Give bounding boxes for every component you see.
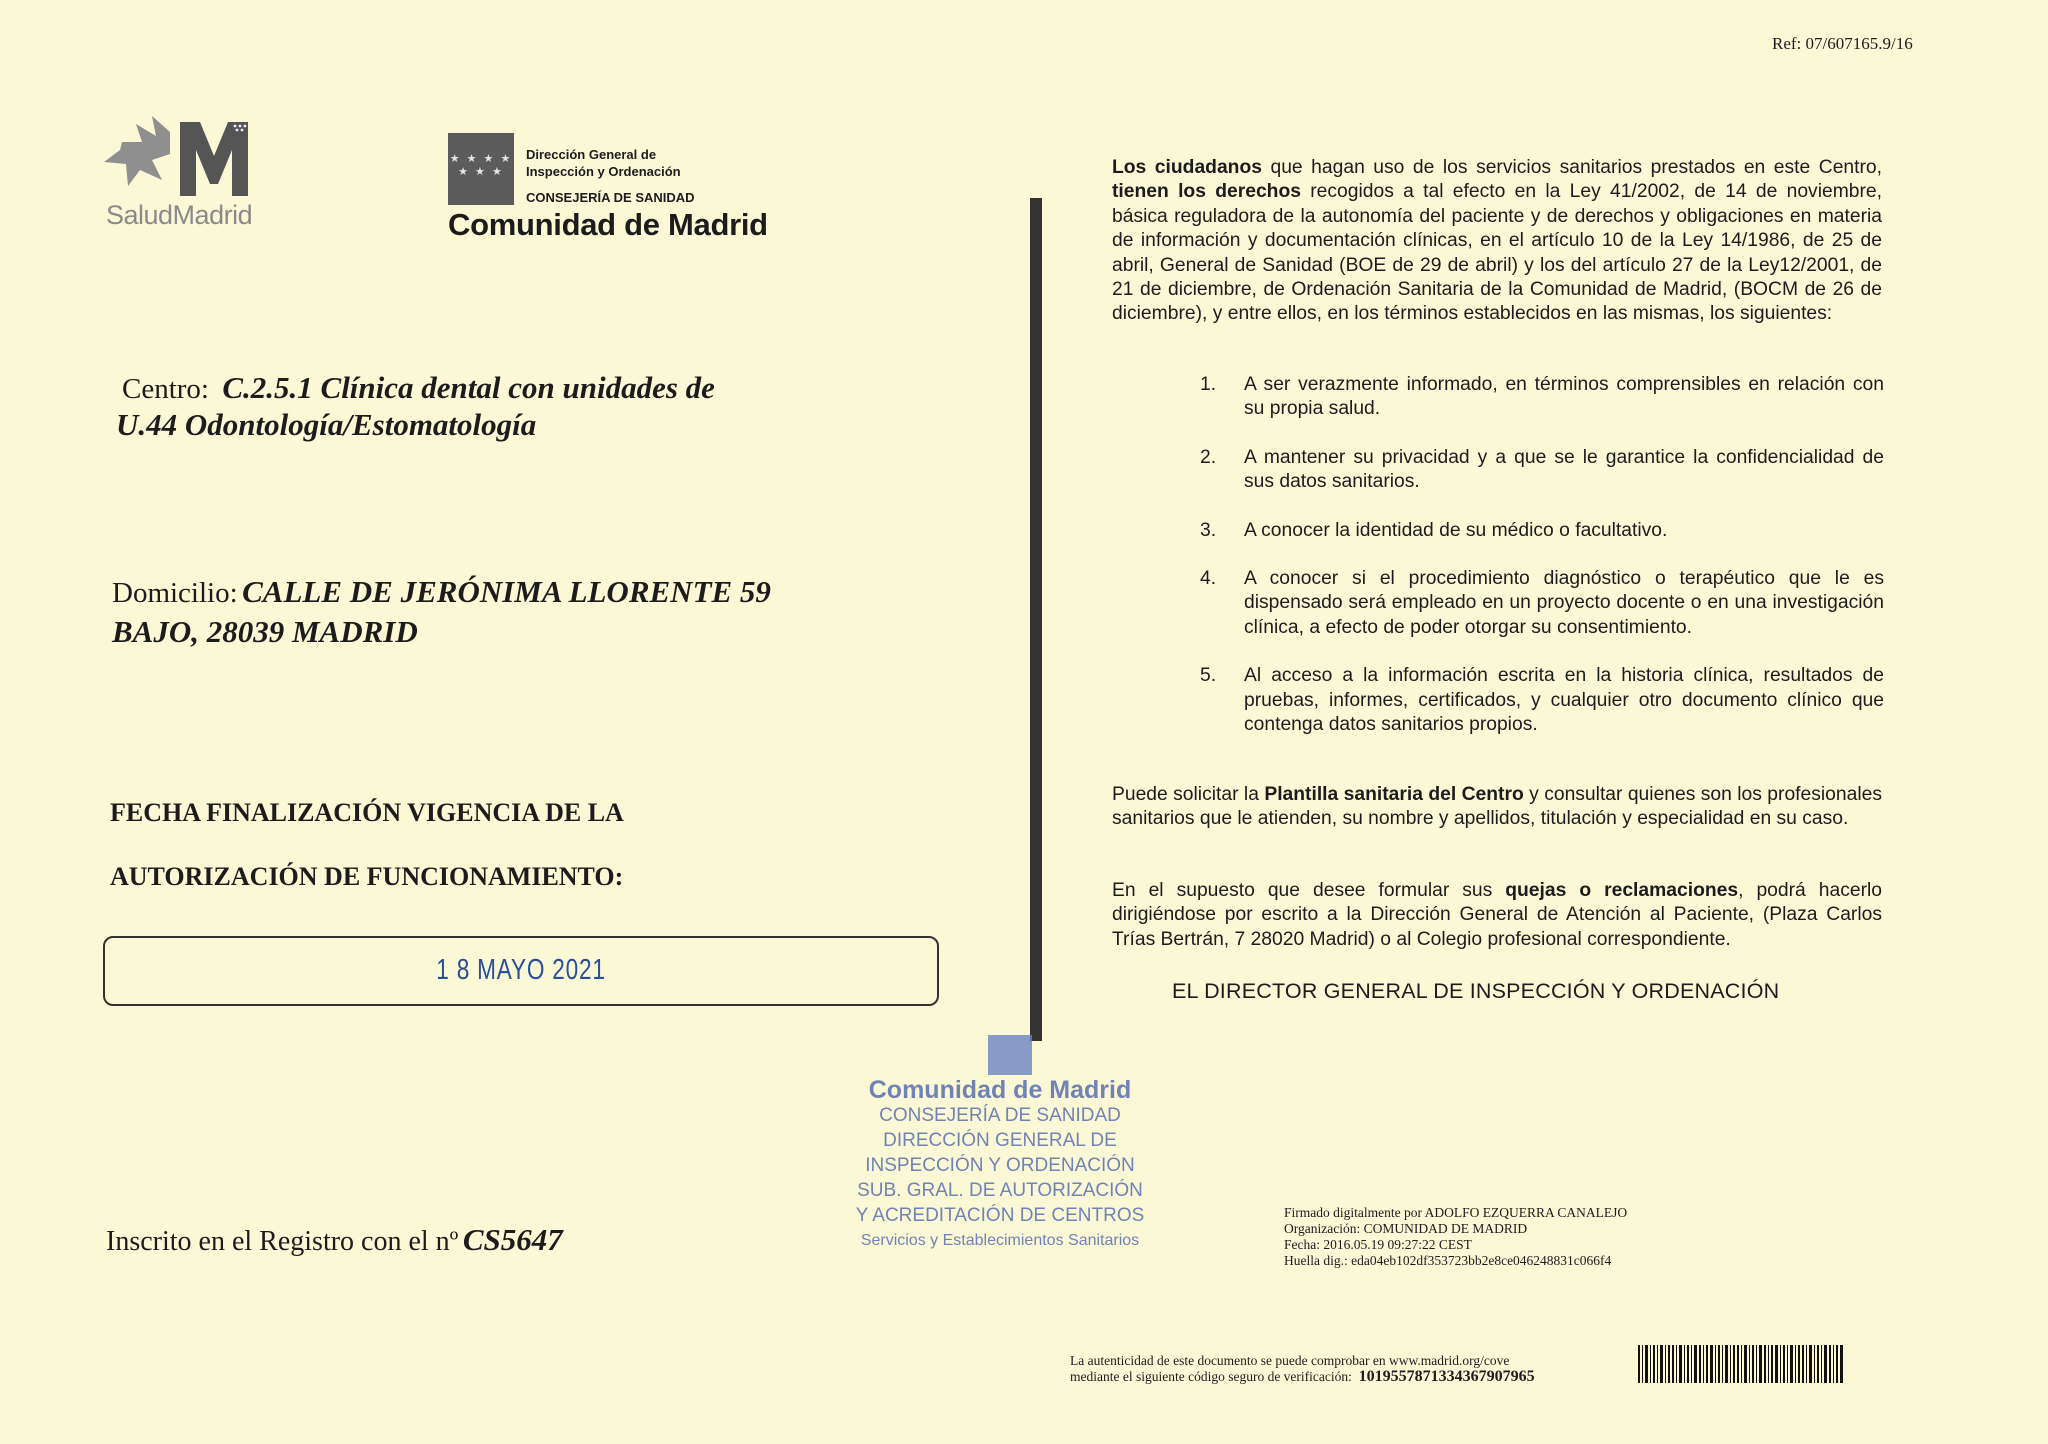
direccion-general-label: Dirección General de Inspección y Ordenación (526, 147, 681, 179)
rights-list (1200, 373, 1884, 761)
fecha-heading-line2: AUTORIZACIÓN DE FUNCIONAMIENTO: (110, 862, 624, 891)
fecha-heading-line1: FECHA FINALIZACIÓN VIGENCIA DE LA (110, 798, 624, 827)
verification-code: 1019557871334367907965 (1358, 1368, 1535, 1385)
digital-signature: Firmado digitalmente por ADOLFO EZQUERRA CANALEJO Organización: COMUNIDAD DE MADRID Fecha: 2016.05.19 09:27:22 CEST Huella dig.: eda04eb102df353723bb2e8ce046248831c066f4 (1284, 1205, 1628, 1268)
inscrito-registro: Inscrito en el Registro con el nº CS5647 (106, 1222, 563, 1257)
comunidad-madrid-flag: ★ ★ ★ ★ ★ ★ ★ (448, 133, 514, 205)
official-stamp: Comunidad de Madrid CONSEJERÍA DE SANIDAD DIRECCIÓN GENERAL DE INSPECCIÓN Y ORDENACIÓN SUB. GRAL. DE AUTORIZACIÓN Y ACREDITACIÓN DE CENTROS Servicios y Establecimientos Sanitarios (855, 1076, 1145, 1249)
authenticity-note: La autenticidad de este documento se puede comprobar en www.madrid.org/cove mediante el siguiente código seguro de verificación: 1019557871334367907965 (1070, 1353, 1535, 1385)
list-item: 2. A mantener su privacidad y a que se le garantice la confidencialidad de sus datos sanitarios. (1200, 446, 1884, 493)
list-item: 4. A conocer si el procedimiento diagnóstico o terapéutico que le es dispensado será empleado en un proyecto docente o en una investigación clínica, a efecto de poder otorgar su consentimiento. (1200, 568, 1884, 638)
quejas-paragraph: En el supuesto que desee formular sus quejas o reclamaciones, podrá hacerlo dirigiéndose por escrito a la Dirección General de Atención al Paciente, (Plaza Carlos Trías Bertrán, 7 28020 Madrid) o al Colegio profesional correspondiente. (1112, 880, 1882, 950)
fecha-stamp-value: 1 8 MAYO 2021 (436, 954, 606, 986)
domicilio-line2: BAJO, 28039 MADRID (112, 614, 418, 649)
centro-line2: U.44 Odontología/Estomatología (116, 407, 537, 442)
consejeria-label: CONSEJERÍA DE SANIDAD (526, 190, 695, 205)
comunidad-madrid-title: Comunidad de Madrid (448, 207, 768, 242)
vertical-divider (1030, 198, 1042, 1041)
list-item: 5. Al acceso a la información escrita en la historia clínica, resultados de pruebas, informes, certificados, y cualquier otro documento clínico que contenga datos sanitarios propios. (1200, 665, 1884, 736)
derechos-intro: Los ciudadanos que hagan uso de los servicios sanitarios prestados en este Centro, tienen los derechos recogidos a tal efecto en la Ley 41/2002, de 14 de noviembre, básica reguladora de la autonomía del paciente y de derechos y obligaciones en materia de información y documentación clínicas, en el artículo 10 de la Ley 14/1986, de 25 de abril, General de Sanidad (BOE de 29 de abril) y los del artículo 27 de la Ley12/2001, de 21 de diciembre, de Ordenación Sanitaria de la Comunidad de Madrid, (BOCM de 26 de diciembre), y entre ellos, en los términos establecidos en las mismas, los siguientes: (1112, 157, 1882, 325)
fecha-box (103, 936, 939, 1006)
plantilla-paragraph: Puede solicitar la Plantilla sanitaria del Centro y consultar quienes son los profesionales sanitarios que le atienden, su nombre y apellidos, titulación y especialidad en su caso. (1112, 784, 1882, 830)
reference-number: Ref: 07/607165.9/16 (1772, 34, 1913, 53)
domicilio-line1: Domicilio: CALLE DE JERÓNIMA LLORENTE 59 (112, 574, 771, 609)
list-item: 1. A ser verazmente informado, en términos comprensibles en relación con su propia salud. (1200, 374, 1884, 420)
salud-madrid-wordmark: SaludMadrid (106, 200, 253, 230)
barcode-icon (1638, 1345, 1844, 1383)
list-item: 3. A conocer la identidad de su médico o facultativo. (1200, 519, 1668, 541)
stamp-flag-icon (988, 1035, 1032, 1075)
director-signature-title: EL DIRECTOR GENERAL DE INSPECCIÓN Y ORDENACIÓN (1172, 979, 1780, 1003)
centro-line1: Centro: C.2.5.1 Clínica dental con unidades de (122, 370, 715, 405)
